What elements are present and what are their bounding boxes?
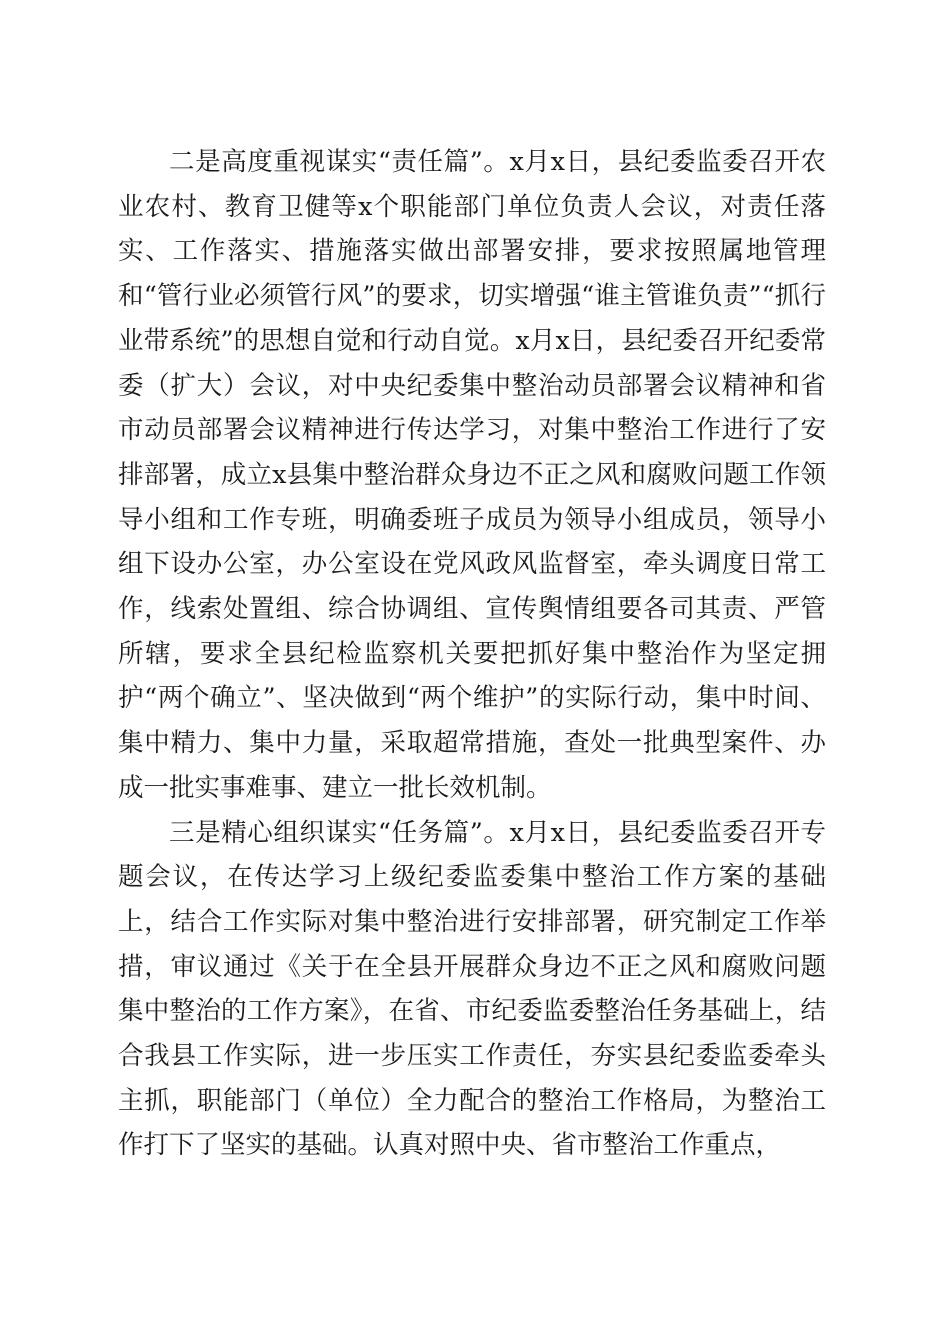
paragraph-tasks: 三是精心组织谋实“任务篇”。x月x日，县纪委监委召开专题会议，在传达学习上级纪委监委集中整治工作方案的基础上，结合工作实际对集中整治进行安排部署，研究制定工作举措，审议通过《关于在全县开展群众身边不正之风和腐败问题集中整治的工作方案》，在省、市纪委监委整治任务基础上，结合我县工作实际，进一步压实工作责任，夯实县纪委监委牵头主抓，职能部门（单位）全力配合的整治工作格局，为整治工作打下了坚实的基础。认真对照中央、省市整治工作重点， xyxy=(118,817,826,1161)
document-body xyxy=(118,140,826,1168)
paragraph-responsibility: 二是高度重视谋实“责任篇”。x月x日，县纪委监委召开农业农村、教育卫健等x个职能部门单位负责人会议，对责任落实、工作落实、措施落实做出部署安排，要求按照属地管理和“管行业必须管行风”的要求，切实增强“谁主管谁负责”“抓行业带系统”的思想自觉和行动自觉。x月x日，县纪委召开纪委常委（扩大）会议，对中央纪委集中整治动员部署会议精神和省市动员部署会议精神进行传达学习，对集中整治工作进行了安排部署，成立x县集中整治群众身边不正之风和腐败问题工作领导小组和工作专班，明确委班子成员为领导小组成员，领导小组下设办公室，办公室设在党风政风监督室，牵头调度日常工作，线索处置组、综合协调组、宣传舆情组要各司其责、严管所辖，要求全县纪检监察机关要把抓好集中整治作为坚定拥护“两个确立”、坚决做到“两个维护”的实际行动，集中时间、集中精力、集中力量，采取超常措施，查处一批典型案件、办成一批实事难事、建立一批长效机制。 xyxy=(118,147,826,803)
